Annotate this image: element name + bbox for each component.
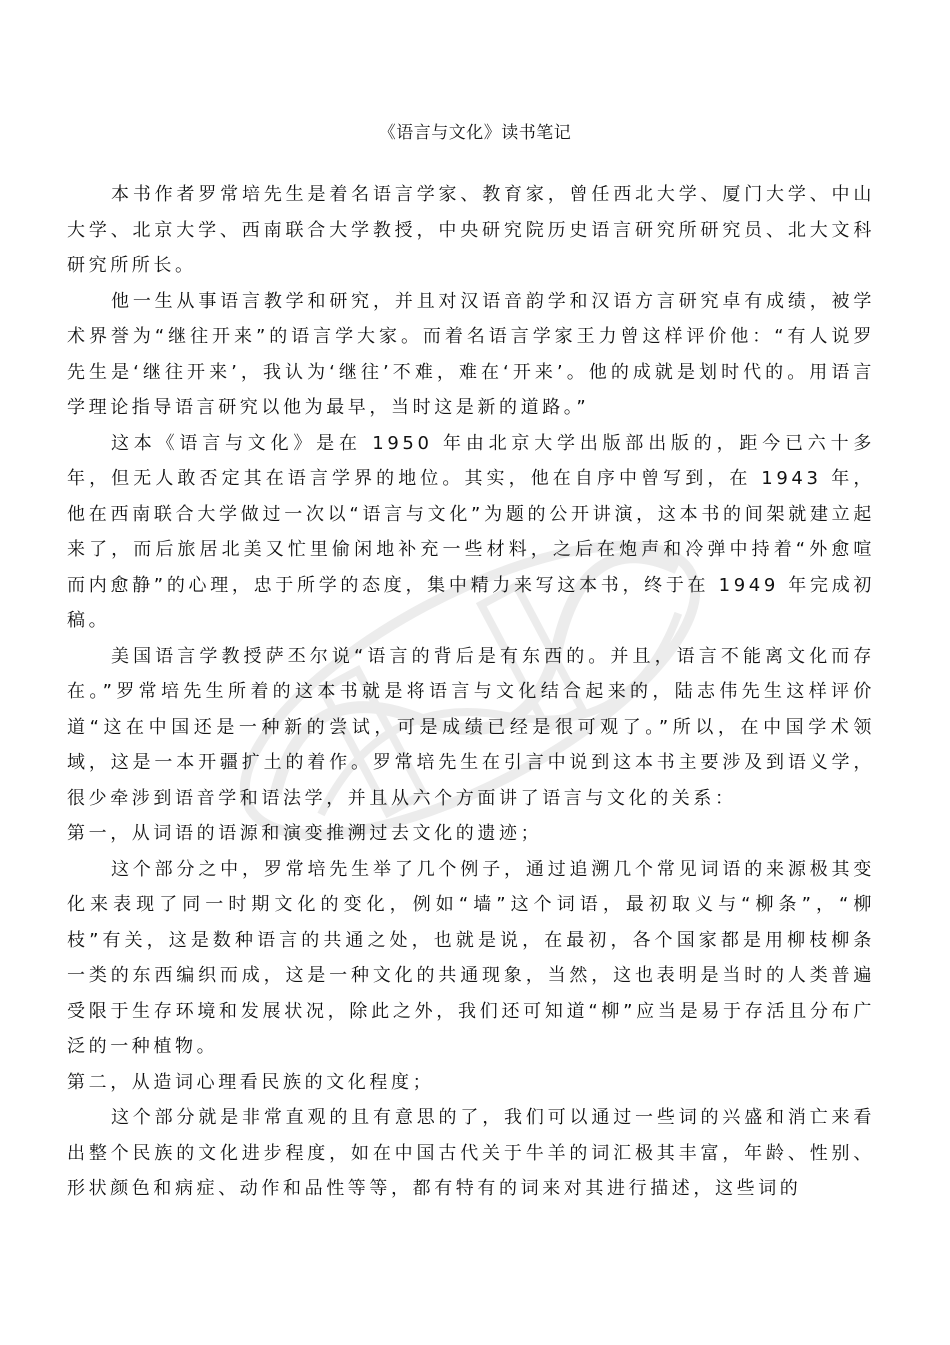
paragraph: 美国语言学教授萨丕尔说“语言的背后是有东西的。并且，语言不能离文化而存在。”罗常培先生所着的这本书就是将语言与文化结合起来的，陆志伟先生这样评价道“这在中国还是一种新的尝试，可是成绩已经是很可观了。”所以，在中国学术领域，这是一本开疆扩土的着作。罗常培先生在引言中说到这本书主要涉及到语义学，很少牵涉到语音学和语法学，并且从六个方面讲了语言与文化的关系： xyxy=(67,645,875,809)
paragraph: 本书作者罗常培先生是着名语言学家、教育家，曾任西北大学、厦门大学、中山大学、北京大学、西南联合大学教授，中央研究院历史语言研究所研究员、北大文科研究所所长。 xyxy=(67,184,875,276)
paragraph: 这本《语言与文化》是在 1950 年由北京大学出版部出版的，距今已六十多年，但无人敢否定其在语言学界的地位。其实，他在自序中曾写到，在 1943 年，他在西南联合大学做过一次以“语言与文化”为题的公开讲演，这本书的间架就建立起来了，而后旅居北美又忙里偷闲地补充一些材料，之后在炮声和冷弹中持着“外愈喧而内愈静”的心理，忠于所学的态度，集中精力来写这本书，终于在 1949 年完成初稿。 xyxy=(67,432,875,631)
document-title: 《语言与文化》读书笔记 xyxy=(378,123,572,143)
section-heading: 第二，从造词心理看民族的文化程度； xyxy=(67,1071,435,1093)
paragraph: 这个部分之中，罗常培先生举了几个例子，通过追溯几个常见词语的来源极其变化来表现了同一时期文化的变化，例如“墙”这个词语，最初取义与“柳条”，“柳枝”有关，这是数种语言的共通之处，也就是说，在最初，各个国家都是用柳枝柳条一类的东西编织而成，这是一种文化的共通现象，当然，这也表明是当时的人类普遍受限于生存环境和发展状况，除此之外，我们还可知道“柳”应当是易于存活且分布广泛的一种植物。 xyxy=(67,858,875,1057)
paragraph: 这个部分就是非常直观的且有意思的了，我们可以通过一些词的兴盛和消亡来看出整个民族的文化进步程度，如在中国古代关于牛羊的词汇极其丰富，年龄、性别、形状颜色和病症、动作和品性等等，都有特有的词来对其进行描述，这些词的 xyxy=(67,1107,875,1199)
section-heading: 第一，从词语的语源和演变推溯过去文化的遗迹； xyxy=(67,823,543,844)
document-body xyxy=(67,177,875,1207)
paragraph: 他一生从事语言教学和研究，并且对汉语音韵学和汉语方言研究卓有成绩，被学术界誉为“继往开来”的语言学大家。而着名语言学家王力曾这样评价他：“有人说罗先生是‘继往开来’，我认为‘继往’不难，难在‘开来’。他的成就是划时代的。用语言学理论指导语言研究以他为最早，当时这是新的道路。” xyxy=(67,290,875,418)
